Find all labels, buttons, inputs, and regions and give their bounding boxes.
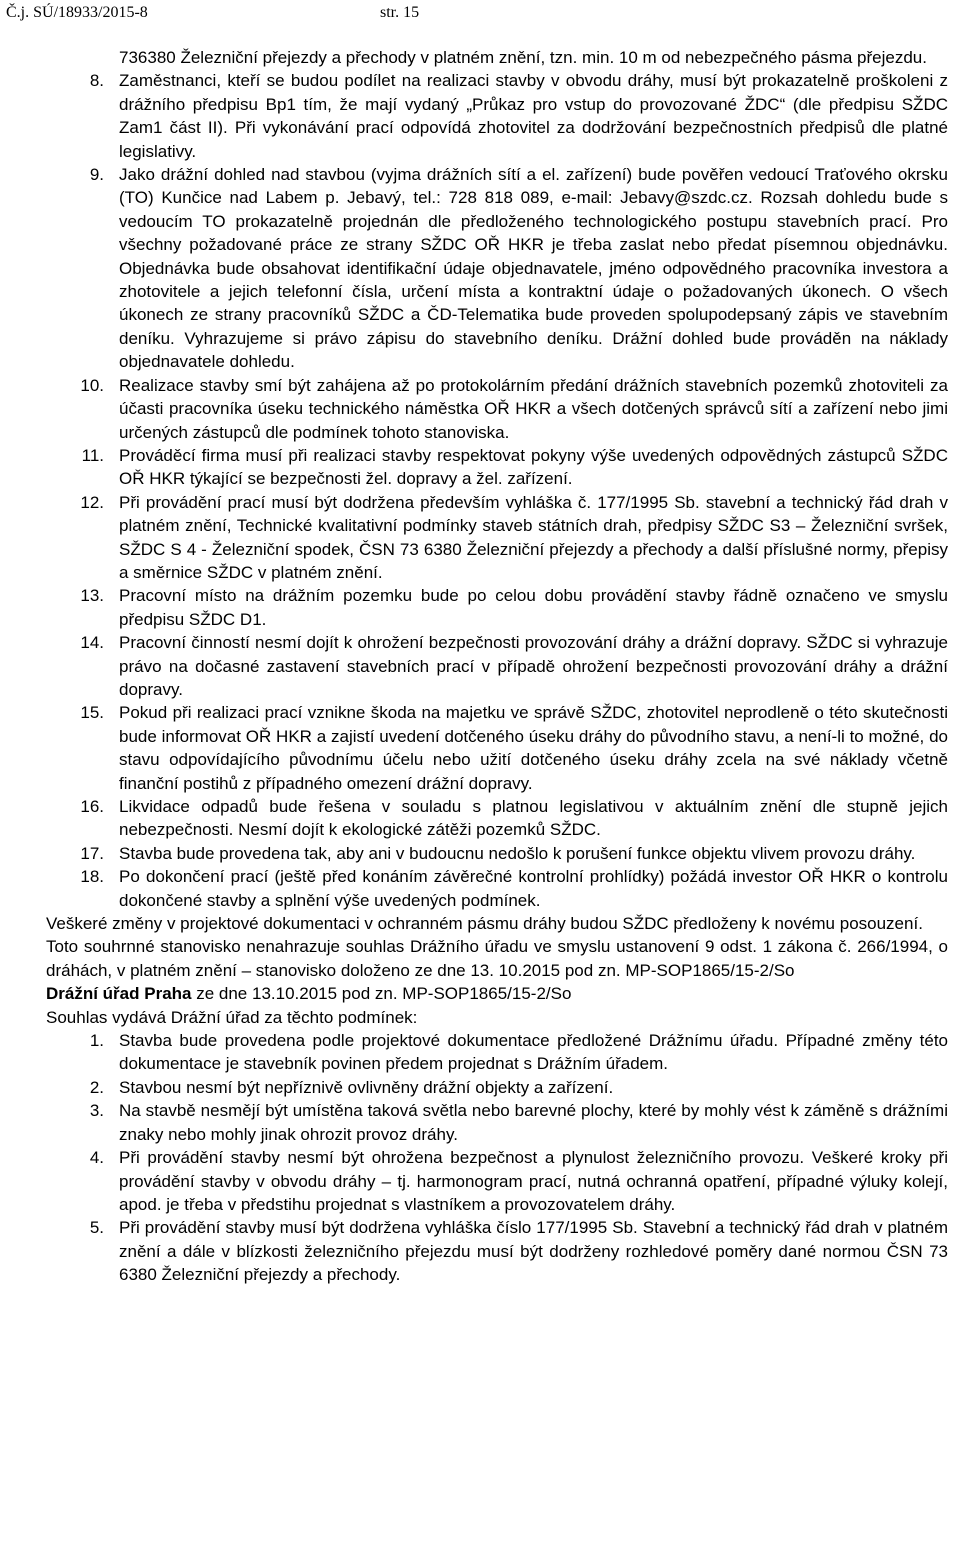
list-item xyxy=(0,842,960,865)
list-item xyxy=(0,444,960,491)
item-number: 2. xyxy=(89,1077,104,1097)
item-number: 9. xyxy=(89,165,104,185)
item-text: Likvidace odpadů bude řešena v souladu s platnou legislativou v aktuálním znění dle stupně jejich nebezpečnosti. Nesmí dojít k ekologické zátěži pozemků SŽDC. xyxy=(119,797,948,840)
list-item xyxy=(0,1076,960,1099)
item-text: Na stavbě nesmějí být umístěna taková světla nebo barevné plochy, které by mohly vést k záměně s drážními znaky nebo mohly jinak ohrozit provoz dráhy. xyxy=(119,1101,948,1144)
item-number: 4. xyxy=(89,1148,104,1168)
item-text: Při provádění prací musí být dodržena především vyhláška č. 177/1995 Sb. stavební a technický řád drah v platném znění, Technické kvalitativní podmínky staveb státních drah, předpisy SŽDC S3 – Železniční svršek, SŽDC S 4 - Železniční spodek, ČSN 73 6380 Železniční přejezdy a přechody a další příslušné normy, přepisy a směrnice SŽDC v platném znění. xyxy=(119,492,948,582)
item-number: 11. xyxy=(81,445,104,465)
document-reference: Č.j. SÚ/18933/2015-8 xyxy=(6,4,148,21)
item-text: Prováděcí firma musí při realizaci stavby respektovat pokyny výše uvedených odpovědných zástupců SŽDC OŘ HKR týkající se bezpečnosti žel. dopravy a žel. zařízení. xyxy=(119,445,948,489)
list-item xyxy=(0,163,960,374)
item-text: Jako drážní dohled nad stavbou (vyjma drážních sítí a el. zařízení) bude pověřen vedoucí Traťového okrsku (TO) Kunčice nad Labem p. Jebavý, tel.: 728 818 089, e-mail: Jebavy@szdc.cz. Rozsah dohledu bude s vedoucím TO prokazatelně projednán dle předloženého technologického postupu stavebních prací. Pro všechny požadované práce ze strany SŽDC OŘ HKR je třeba zaslat nebo předat písemnou objednávku. Objednávka bude obsahovat identifikační údaje objednavatele, jméno odpovědného pracovníka investora a zhotovitele a jejich telefonní čísla, určení místa a kontraktní údaje o požadovaných úkonech. O všech úkonech ze strany pracovníků SŽDC a ČD-Telematika bude proveden spolupodepsaný zápis ve stavebním deníku. Vyhrazujeme si právo zápisu do stavebního deníku. Drážní dohled bude prováděn na náklady objednavatele dohledu. xyxy=(119,165,948,372)
changes-paragraph xyxy=(0,912,960,935)
consent-text: Toto souhrnné stanovisko nenahrazuje souhlas Drážního úřadu ve smyslu ustanovení 9 odst. 1 zákona č. 266/1994, o dráhách, v platném znění – stanovisko doloženo ze dne 13. 10.2015 pod zn. MP-SOP1865/15-2/So xyxy=(46,937,948,980)
consent-paragraph xyxy=(0,935,960,982)
conditions-list-a xyxy=(0,69,960,912)
intro-text: 736380 Železniční přejezdy a přechody v platném znění, tzn. min. 10 m od nebezpečného pásma přejezdu. xyxy=(119,48,927,67)
list-item xyxy=(0,865,960,912)
item-number: 18. xyxy=(80,867,104,887)
conditions-list-b xyxy=(0,1029,960,1286)
item-number: 16. xyxy=(80,797,104,816)
item-number: 3. xyxy=(89,1101,104,1121)
item-number: 14. xyxy=(80,633,104,653)
item-number: 8. xyxy=(89,71,104,91)
item-text: Realizace stavby smí být zahájena až po protokolárním předání drážních stavebních pozemků zhotoviteli za účasti pracovníka úseku technického náměstka OŘ HKR a všech dotčených správců sítí a zařízení nebo jimi určených zástupců dle podmínek tohoto stanoviska. xyxy=(119,375,948,442)
item-text: Pokud při realizaci prací vznikne škoda na majetku ve správě SŽDC, zhotovitel neprodleně o této skutečnosti bude informovat OŘ HKR a zajistí uvedení dotčeného úseku dráhy do původního stavu, a není-li to možné, do stavu odpovídajícího původnímu účelu nebo užití dotčeného úseku dráhy zcela na své náklady včetně finanční postihů z případného omezení drážní dopravy. xyxy=(119,703,948,793)
list-item xyxy=(0,701,960,795)
du-heading-bold: Drážní úřad Praha xyxy=(46,984,192,1004)
item-text: Stavbou nesmí být nepříznivě ovlivněny drážní objekty a zařízení. xyxy=(119,1077,614,1097)
page-header xyxy=(6,4,946,26)
list-item xyxy=(0,491,960,585)
item-text: Stavba bude provedena tak, aby ani v budoucnu nedošlo k porušení funkce objektu vlivem provozu dráhy. xyxy=(119,843,916,863)
item-text: Při provádění stavby musí být dodržena vyhláška číslo 177/1995 Sb. Stavební a technický řád drah v platném znění a dále v blízkosti železničního přejezdu musí být dodrženy rozhledové poměry dané normou ČSN 73 6380 Železniční přejezdy a přechody. xyxy=(119,1218,948,1285)
list-item xyxy=(0,795,960,842)
intro-paragraph xyxy=(0,46,960,69)
list-item xyxy=(0,1216,960,1286)
item-number: 13. xyxy=(80,586,104,606)
item-text: Pracovní činností nesmí dojít k ohrožení bezpečnosti provozování dráhy a drážní dopravy. SŽDC si vyhrazuje právo na dočasné zastavení stavebních prací v případě ohrožení bezpečnosti provozování dráhy a drážní dopravy. xyxy=(119,633,948,699)
item-text: Po dokončení prací (ještě před konáním závěrečné kontrolní prohlídky) požádá investor OŘ HKR o kontrolu dokončené stavby a splnění výše uvedených podmínek. xyxy=(119,867,948,910)
item-text: Pracovní místo na drážním pozemku bude po celou dobu provádění stavby řádně označeno ve smyslu předpisu SŽDC D1. xyxy=(119,586,948,629)
item-text: Při provádění stavby nesmí být ohrožena bezpečnost a plynulost železničního provozu. Veškeré kroky při provádění stavby v obvodu dráhy – tj. harmonogram prací, nutná ochranná opatření, případné výluky kolejí, apod. je třeba v předstihu projednat s vlastníkem a provozovatelem dráhy. xyxy=(119,1148,948,1214)
list-item xyxy=(0,1029,960,1076)
du-heading-rest: ze dne 13.10.2015 pod zn. MP-SOP1865/15-2/So xyxy=(191,984,572,1004)
item-number: 12. xyxy=(80,492,104,512)
item-number: 1. xyxy=(89,1031,104,1051)
changes-text: Veškeré změny v projektové dokumentaci v ochranném pásmu dráhy budou SŽDC předloženy k novému posouzení. xyxy=(46,914,923,934)
item-number: 15. xyxy=(80,703,104,723)
item-text: Zaměstnanci, kteří se budou podílet na realizaci stavby v obvodu dráhy, musí být prokazatelně proškoleni z drážního předpisu Bp1 tím, že mají vydaný „Průkaz pro vstup do provozované ŽDC“ (dle předpisu SŽDC Zam1 část II). Při vykonávání prací odpovídá zhotovitel za dodržování bezpečnostních předpisů dle platné legislativy. xyxy=(119,71,948,161)
du-conditions-intro-text: Souhlas vydává Drážní úřad za těchto podmínek: xyxy=(46,1007,418,1027)
item-text: Stavba bude provedena podle projektové dokumentace předložené Drážnímu úřadu. Případné změny této dokumentace je stavebník povinen předem projednat s Drážním úřadem. xyxy=(119,1031,948,1074)
list-item xyxy=(0,1099,960,1146)
item-number: 17. xyxy=(80,843,104,863)
item-number: 5. xyxy=(89,1218,104,1238)
list-item xyxy=(0,631,960,701)
document-body xyxy=(0,46,960,1287)
du-conditions-intro xyxy=(0,1006,960,1029)
list-item xyxy=(0,374,960,444)
du-heading xyxy=(0,982,960,1005)
list-item xyxy=(0,69,960,163)
page-number: str. 15 xyxy=(380,4,420,21)
item-number: 10. xyxy=(80,375,104,395)
list-item xyxy=(0,1146,960,1216)
list-item xyxy=(0,584,960,631)
